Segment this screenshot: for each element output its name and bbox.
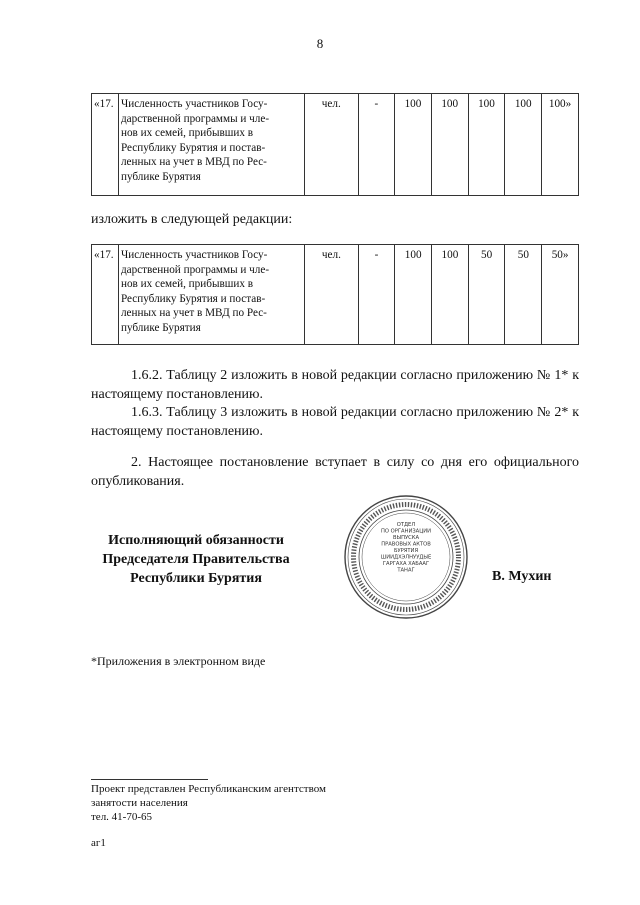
- value-cell: 50: [505, 245, 542, 345]
- paragraph-1-6-3: 1.6.3. Таблицу 3 изложить в новой редакции согласно приложению № 2* к настоящему постановлению.: [91, 405, 579, 439]
- value-cell: 100: [505, 94, 542, 196]
- value-cell: 50: [468, 245, 505, 345]
- svg-text:ШИИДХЭЛНУУДЫЕ: ШИИДХЭЛНУУДЫЕ: [380, 554, 432, 561]
- signatory-name: В. Мухин: [492, 569, 552, 584]
- svg-text:ВЫПУСКА: ВЫПУСКА: [392, 535, 420, 541]
- indicator-table-new: [91, 244, 579, 345]
- row-number: «17.: [92, 245, 119, 345]
- signatory-title: [91, 531, 301, 588]
- footer-phone: тел. 41-70-65: [91, 811, 153, 823]
- footer-divider: [91, 779, 208, 780]
- unit-cell: чел.: [305, 94, 359, 196]
- official-seal: [343, 494, 469, 620]
- value-cell: -: [358, 94, 395, 196]
- footer-line: Проект представлен Республиканским агентством: [91, 783, 326, 795]
- table-row: [92, 94, 579, 196]
- footer-info: [91, 782, 326, 824]
- svg-text:БУРЯТИЯ: БУРЯТИЯ: [393, 548, 419, 554]
- value-cell: 100: [431, 94, 468, 196]
- svg-text:ТАНАГ: ТАНАГ: [397, 567, 415, 574]
- row-number: «17.: [92, 94, 119, 196]
- paragraph-2: 2. Настоящее постановление вступает в силу со дня его официального опубликования.: [91, 455, 579, 489]
- footer-line: занятости населения: [91, 797, 188, 809]
- indicator-name: Численность участников Госу- дарственной программы и чле- нов их семей, прибывших в Республику Бурятия и постав- ленных на учет в МВД по Рес- публике Бурятия: [118, 245, 304, 345]
- value-cell: 100: [395, 245, 432, 345]
- unit-cell: чел.: [305, 245, 359, 345]
- table-row: [92, 245, 579, 345]
- value-cell: 100»: [542, 94, 579, 196]
- value-cell: 100: [432, 245, 469, 345]
- appendix-note: *Приложения в электронном виде: [91, 654, 266, 668]
- value-cell: -: [358, 245, 395, 345]
- indicator-name: Численность участников Госу- дарственной программы и чле- нов их семей, прибывших в Республику Бурятия и постав- ленных на учет в МВД по Рес- публике Бурятия: [118, 94, 304, 196]
- svg-text:ПО ОРГАНИЗАЦИИ: ПО ОРГАНИЗАЦИИ: [380, 528, 432, 535]
- signatory-title-line: Республики Бурятия: [130, 571, 262, 586]
- intro-text: изложить в следующей редакции:: [91, 212, 293, 227]
- document-code: аг1: [91, 837, 106, 849]
- indicator-table-old: [91, 93, 579, 196]
- page-number: 8: [316, 36, 324, 51]
- svg-text:ОТДЕЛ: ОТДЕЛ: [396, 522, 416, 528]
- svg-text:ПРАВОВЫХ АКТОВ: ПРАВОВЫХ АКТОВ: [381, 541, 431, 548]
- svg-text:ГАРГАХА ХАБААГ: ГАРГАХА ХАБААГ: [382, 561, 430, 567]
- value-cell: 100: [395, 94, 432, 196]
- signatory-title-line: Председателя Правительства: [102, 552, 290, 567]
- paragraph-1-6-2: 1.6.2. Таблицу 2 изложить в новой редакции согласно приложению № 1* к настоящему постановлению.: [91, 368, 579, 402]
- value-cell: 50»: [542, 245, 579, 345]
- signatory-title-line: Исполняющий обязанности: [108, 533, 284, 548]
- value-cell: 100: [468, 94, 505, 196]
